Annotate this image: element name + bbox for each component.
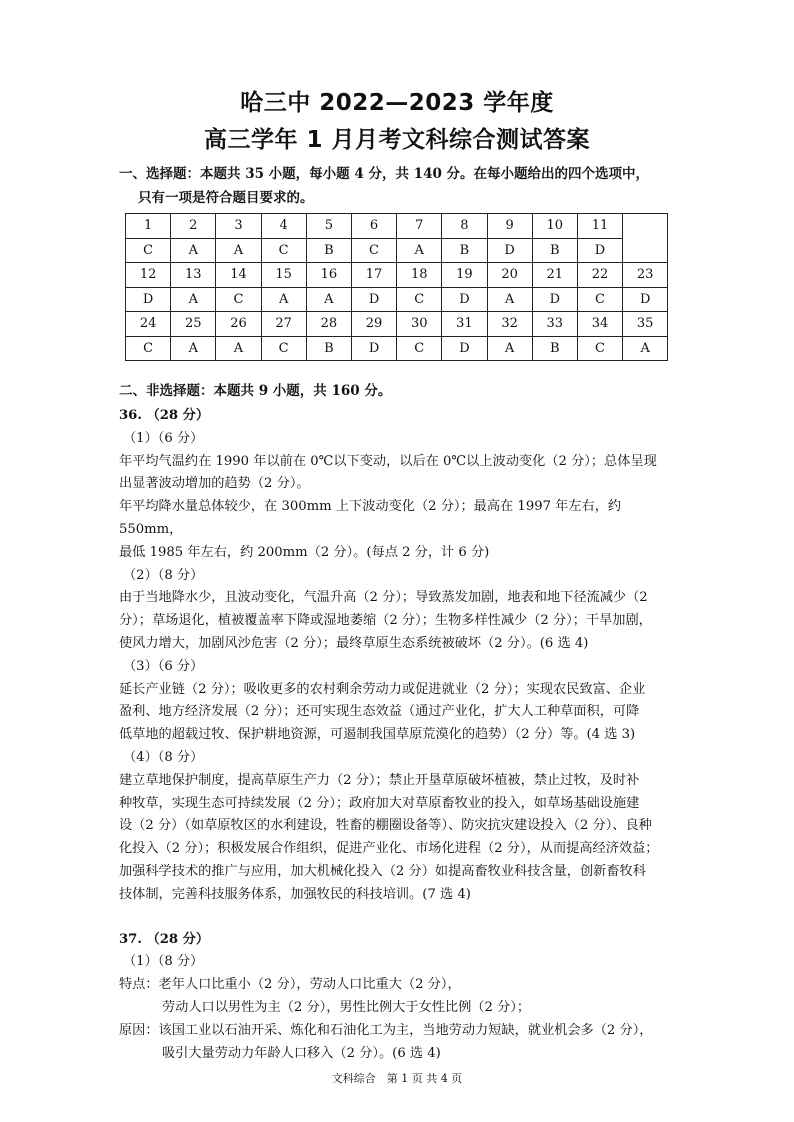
answer-cell: 33 bbox=[532, 312, 577, 337]
answer-cell: 19 bbox=[442, 263, 487, 288]
answers-body bbox=[119, 405, 679, 1065]
answer-cell: 29 bbox=[351, 312, 396, 337]
answer-line: 吸引大量劳动力年龄人口移入（2 分）。(6 选 4) bbox=[162, 1045, 441, 1061]
answer-cell: C bbox=[577, 336, 622, 361]
answer-cell: 2 bbox=[171, 214, 216, 239]
answer-line: 盈利、地方经济发展（2 分）；还可实现生态效益（通过产业化，扩大人工种草面积，可降 bbox=[119, 704, 640, 720]
answer-table-row bbox=[126, 312, 668, 337]
answer-cell: D bbox=[442, 336, 487, 361]
answer-line: 由于当地降水少，且波动变化，气温升高（2 分）；导致蒸发加剧，地表和地下径流减少（2 bbox=[119, 590, 648, 606]
answer-line: 加强科学技术的推广与应用，加大机械化投入（2 分）如提高畜牧业科技含量，创新畜牧科 bbox=[119, 863, 646, 879]
answer-line: 技体制，完善科技服务体系，加强牧民的科技培训。(7 选 4) bbox=[119, 886, 471, 902]
answer-line: 原因：该国工业以石油开采、炼化和石油化工为主，当地劳动力短缺，就业机会多（2 分）， bbox=[119, 1022, 653, 1038]
answer-cell: 25 bbox=[171, 312, 216, 337]
answer-table-row bbox=[126, 287, 668, 312]
answer-line: 劳动人口以男性为主（2 分），男性比例大于女性比例（2 分）； bbox=[162, 999, 531, 1015]
answer-cell: C bbox=[126, 238, 171, 263]
answer-table-row bbox=[126, 336, 668, 361]
answer-cell: C bbox=[126, 336, 171, 361]
answer-cell: B bbox=[306, 336, 351, 361]
answer-cell: 10 bbox=[532, 214, 577, 239]
answer-line: 种牧草，实现生态可持续发展（2 分）；政府加大对草原畜牧业的投入，如草场基础设施建 bbox=[119, 795, 640, 811]
answer-cell: D bbox=[126, 287, 171, 312]
section1-heading-line1: 一、选择题：本题共 35 小题，每小题 4 分，共 140 分。在每小题给出的四个选项中， bbox=[119, 166, 650, 182]
answer-cell: 16 bbox=[306, 263, 351, 288]
answer-cell: B bbox=[306, 238, 351, 263]
question-36-part3-heading: （3）（6 分） bbox=[123, 658, 204, 674]
document-title-line2: 高三学年 1 月月考文科综合测试答案 bbox=[203, 127, 591, 153]
answer-cell: 28 bbox=[306, 312, 351, 337]
answer-cell: A bbox=[171, 336, 216, 361]
answer-cell: A bbox=[487, 336, 532, 361]
answer-cell: 11 bbox=[577, 214, 622, 239]
answer-line: 特点：老年人口比重小（2 分），劳动人口比重大（2 分）， bbox=[119, 977, 461, 993]
answer-cell: 3 bbox=[216, 214, 261, 239]
answer-cell: D bbox=[532, 287, 577, 312]
answer-table bbox=[125, 213, 668, 361]
empty-cell bbox=[623, 214, 668, 263]
answer-cell: A bbox=[216, 336, 261, 361]
answer-cell: 5 bbox=[306, 214, 351, 239]
answer-table-row bbox=[126, 263, 668, 288]
answer-cell: 15 bbox=[261, 263, 306, 288]
spacer bbox=[119, 907, 679, 929]
answer-cell: 1 bbox=[126, 214, 171, 239]
question-36-part4-heading: （4）（8 分） bbox=[123, 749, 204, 765]
section1-heading bbox=[119, 162, 679, 210]
answer-cell: A bbox=[171, 238, 216, 263]
answer-cell: C bbox=[397, 336, 442, 361]
answer-cell: C bbox=[216, 287, 261, 312]
answer-cell: C bbox=[261, 336, 306, 361]
answer-cell: 18 bbox=[397, 263, 442, 288]
answer-cell: 22 bbox=[577, 263, 622, 288]
question-37-part1-heading: （1）（8 分） bbox=[123, 954, 204, 970]
answer-cell: C bbox=[351, 238, 396, 263]
answer-cell: 14 bbox=[216, 263, 261, 288]
answer-cell: A bbox=[261, 287, 306, 312]
question-36-title: 36. （28 分） bbox=[119, 408, 210, 423]
answer-line: 低草地的超载过牧、保护耕地资源，可遏制我国草原荒漠化的趋势）（2 分）等。(4 选 3) bbox=[119, 727, 636, 743]
answer-cell: 9 bbox=[487, 214, 532, 239]
answer-cell: 4 bbox=[261, 214, 306, 239]
answer-cell: D bbox=[442, 287, 487, 312]
answer-cell: 8 bbox=[442, 214, 487, 239]
answer-cell: 27 bbox=[261, 312, 306, 337]
answer-line: 年平均气温约在 1990 年以前在 0℃以下变动，以后在 0℃以上波动变化（2 分）；总体呈现 bbox=[119, 453, 657, 469]
answer-cell: 21 bbox=[532, 263, 577, 288]
answer-cell: 7 bbox=[397, 214, 442, 239]
document-title-line1: 哈三中 2022—2023 学年度 bbox=[240, 90, 554, 116]
question-37-title: 37. （28 分） bbox=[119, 931, 210, 947]
answer-cell: 32 bbox=[487, 312, 532, 337]
answer-line: 延长产业链（2 分）；吸收更多的农村剩余劳动力或促进就业（2 分）；实现农民致富、企业 bbox=[119, 681, 646, 697]
answer-cell: 31 bbox=[442, 312, 487, 337]
answer-cell: A bbox=[397, 238, 442, 263]
answer-cell: 35 bbox=[623, 312, 668, 337]
answer-cell: C bbox=[397, 287, 442, 312]
answer-cell: A bbox=[171, 287, 216, 312]
answer-cell: D bbox=[623, 287, 668, 312]
answer-line: 建立草地保护制度，提高草原生产力（2 分）；禁止开垦草原破坏植被，禁止过牧，及时补 bbox=[119, 772, 640, 788]
section1-heading-line2: 只有一项是符合题目要求的。 bbox=[138, 190, 314, 206]
answer-cell: C bbox=[261, 238, 306, 263]
answer-line: 分）；草场退化，植被覆盖率下降或湿地萎缩（2 分）；生物多样性减少（2 分）；干旱加剧， bbox=[119, 613, 652, 629]
answer-cell: 26 bbox=[216, 312, 261, 337]
answer-line: 化投入（2 分）；积极发展合作组织，促进产业化、市场化进程（2 分），从而提高经济效益； bbox=[119, 841, 659, 857]
answer-cell: 17 bbox=[351, 263, 396, 288]
answer-cell: 30 bbox=[397, 312, 442, 337]
answer-cell: C bbox=[577, 287, 622, 312]
answer-cell: 13 bbox=[171, 263, 216, 288]
answer-cell: A bbox=[216, 238, 261, 263]
answer-cell: 23 bbox=[623, 263, 668, 288]
section2-heading: 二、非选择题：本题共 9 小题，共 160 分。 bbox=[119, 383, 392, 399]
answer-line: 使风力增大，加剧风沙危害（2 分）；最终草原生态系统被破坏（2 分）。(6 选 4) bbox=[119, 635, 589, 651]
answer-cell: A bbox=[623, 336, 668, 361]
answer-cell: 20 bbox=[487, 263, 532, 288]
answer-cell: B bbox=[442, 238, 487, 263]
answer-cell: 24 bbox=[126, 312, 171, 337]
answer-cell: B bbox=[532, 336, 577, 361]
answer-cell: D bbox=[351, 287, 396, 312]
answer-cell: B bbox=[532, 238, 577, 263]
answer-table-row bbox=[126, 238, 668, 263]
question-36-part2-heading: （2）（8 分） bbox=[123, 567, 204, 583]
answer-cell: 34 bbox=[577, 312, 622, 337]
answer-table-row bbox=[126, 214, 668, 239]
answer-cell: 12 bbox=[126, 263, 171, 288]
answer-cell: D bbox=[577, 238, 622, 263]
answer-cell: D bbox=[351, 336, 396, 361]
answer-cell: D bbox=[487, 238, 532, 263]
page-footer: 文科综合 第 1 页 共 4 页 bbox=[331, 1072, 463, 1085]
answer-line: 出显著波动增加的趋势（2 分）。 bbox=[119, 476, 310, 492]
answer-cell: 6 bbox=[351, 214, 396, 239]
answer-line: 设（2 分）（如草原牧区的水利建设，牲畜的棚圈设备等）、防灾抗灾建设投入（2 分）、良种 bbox=[119, 818, 652, 834]
answer-cell: A bbox=[487, 287, 532, 312]
question-36-part1-heading: （1）（6 分） bbox=[123, 430, 204, 446]
answer-cell: A bbox=[306, 287, 351, 312]
answer-line: 最低 1985 年左右，约 200mm（2 分）。(每点 2 分，计 6 分) bbox=[119, 544, 490, 560]
answer-line: 年平均降水量总体较少，在 300mm 上下波动变化（2 分）；最高在 1997 年左右，约 550mm， bbox=[119, 499, 622, 537]
